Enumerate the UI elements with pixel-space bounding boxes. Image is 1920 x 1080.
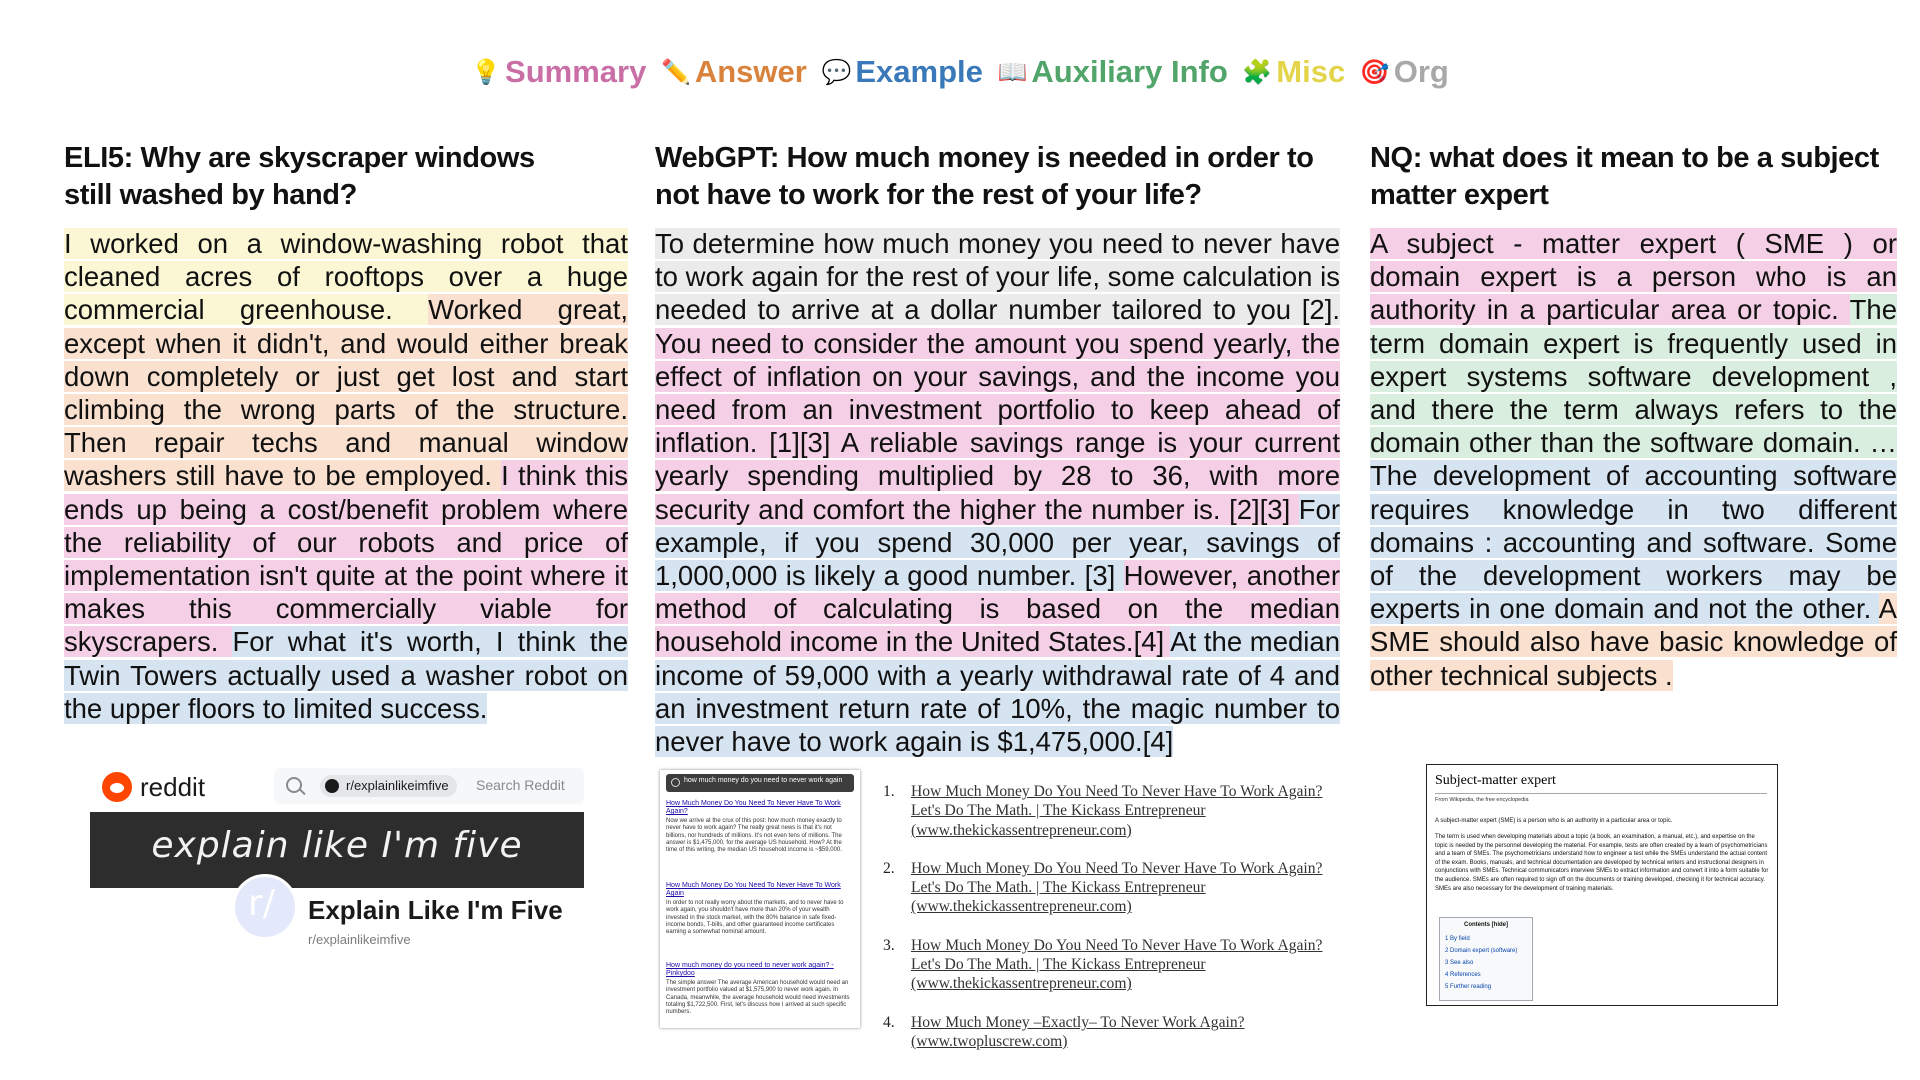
reference-item xyxy=(883,1013,1353,1052)
search-result xyxy=(666,800,852,854)
wiki-title-divider xyxy=(1435,793,1767,794)
legend-answer xyxy=(661,54,807,89)
subreddit-handle: r/explainlikeimfive xyxy=(308,932,411,947)
wiki-lead-paragraph: A subject-matter expert (SME) is a person who is an authority in a particular area or topic. xyxy=(1435,818,1673,824)
search-result-snippet: Now we arrive at the crux of this post: how much money exactly to never have to work again? The really great news is that it's not billions, nor hundreds of millions. It's not even tens of millions. The answer is $1,475,000, for the average US household. How? At the time of this writing, the median US household income is ~$59,000. xyxy=(666,818,842,854)
answer-segment: Worked great, except when it didn't, and would either break down completely or just get lost and start climbing the wrong parts of the structure. Then repair techs and manual window washers still have to be employed. xyxy=(64,294,628,492)
legend-label: Example xyxy=(855,54,983,89)
toc-item[interactable]: 5 Further reading xyxy=(1445,984,1492,990)
summary-segment: However, another method of calculating is based on the median household income in the United States.[4] xyxy=(655,560,1340,658)
subreddit-name: Explain Like I'm Five xyxy=(308,895,563,925)
search-result-title: How Much Money Do You Need To Never Have To Work Again? xyxy=(666,800,841,815)
search-query: how much money do you need to never work again xyxy=(684,777,843,784)
search-result-title: How much money do you need to never work again? - Pinkydoo xyxy=(666,962,834,977)
legend-summary xyxy=(471,54,646,89)
example-segment: At the median income of 59,000 with a yearly withdrawal rate of 4 and an investment return rate of 10%, the magic number to never have to work again is $1,475,000.[4] xyxy=(655,626,1340,758)
reference-list xyxy=(883,782,1353,1070)
reddit-subreddit-screenshot xyxy=(64,762,584,962)
auxiliary-segment: The term domain expert is frequently used in expert systems software development , and there the term always refers to the domain other than the software domain. … xyxy=(1370,294,1897,459)
toc-item[interactable]: 2 Domain expert (software) xyxy=(1445,948,1518,954)
puzzle-piece-icon: 🧩 xyxy=(1242,59,1273,86)
reference-item xyxy=(883,936,1353,994)
summary-segment: A subject - matter expert ( SME ) or domain expert is a person who is an authority in a particular area or topic. xyxy=(1370,228,1897,326)
reference-link[interactable]: How Much Money Do You Need To Never Have To Work Again? Let's Do The Math. | The Kickass Entrepreneur (www.thekickassentrepreneur.com) xyxy=(911,859,1323,916)
legend-label: Org xyxy=(1393,54,1449,89)
avatar-glyph: r/ xyxy=(248,883,275,924)
speech-bubble-icon: 💬 xyxy=(821,59,852,86)
reference-item xyxy=(883,859,1353,917)
reference-item xyxy=(883,782,1353,840)
search-bar xyxy=(666,774,854,792)
reference-link[interactable]: How Much Money –Exactly– To Never Work Again? (www.twopluscrew.com) xyxy=(911,1013,1245,1050)
misc-segment: I worked on a window-washing robot that cleaned acres of rooftops over a huge commercial greenhouse. xyxy=(64,228,628,326)
example-segment: For example, if you spend 30,000 per year, savings of 1,000,000 is likely a good number. [3] xyxy=(655,493,1340,592)
open-book-icon: 📖 xyxy=(997,59,1028,86)
legend-label: Auxiliary Info xyxy=(1031,54,1228,89)
legend-label: Summary xyxy=(505,54,647,89)
lightbulb-icon: 💡 xyxy=(471,59,502,86)
legend-auxiliary-info xyxy=(998,54,1228,89)
banner-text: explain like I'm five xyxy=(151,825,523,866)
subreddit-banner xyxy=(90,812,584,888)
example-segment: The development of accounting software requires knowledge in two different domains : accounting and software. Some of the development workers may be experts in one domain and not the other. xyxy=(1370,460,1897,625)
org-segment: To determine how much money you need to never have to work again for the rest of your life, some calculation is needed to arrive at a dollar number tailored to you [2]. xyxy=(655,228,1340,326)
summary-segment: I think this ends up being a cost/benefit problem where the reliability of our robots and price of implementation isn't quite at the point where it makes this commercially viable for skyscrapers. xyxy=(64,460,628,658)
wiki-article-title: Subject-matter expert xyxy=(1435,773,1556,788)
search-result-snippet: The simple answer The average American household would need an investment portfolio valued at $1,575,900 to never work again. In Canada, meanwhile, the average household would need investments totaling $1,722,500. First, let's discuss how I arrived at such specific numbers. xyxy=(666,980,850,1016)
eli5-question-title: ELI5: Why are skyscraper windows still washed by hand? xyxy=(64,142,535,211)
search-result-snippet: In order to not really worry about the markets, and to never have to work again, you shouldn't have more than 20% of your wealth invested in the stock market, with the 80% balance in safe fixed-income bonds, T-bills, and other guaranteed income certificates earning a somewhat nominal amount. xyxy=(666,900,844,936)
toc-title: Contents [hide] xyxy=(1464,922,1508,928)
summary-segment: You need to consider the amount you spend yearly, the effect of inflation on your savings, and the income you need from an investment portfolio to keep ahead of inflation. [1][3] A reliable savings range is your current yearly spending multiplied by 28 to 36, with more security and comfort the higher the number is. [2][3] xyxy=(655,327,1340,525)
search-icon xyxy=(671,778,680,787)
nq-answer-text xyxy=(1370,227,1897,692)
reddit-wordmark: reddit xyxy=(140,772,206,802)
search-result-title: How Much Money Do You Need To Never Have To Work Again xyxy=(666,882,841,897)
pencil-icon: ✏️ xyxy=(660,59,691,86)
subreddit-avatar xyxy=(232,874,298,940)
search-result xyxy=(666,882,852,936)
reference-link[interactable]: How Much Money Do You Need To Never Have To Work Again? Let's Do The Math. | The Kickass Entrepreneur (www.thekickassentrepreneur.com) xyxy=(911,783,1323,839)
subreddit-chip: r/explainlikeimfive xyxy=(320,775,457,797)
nq-question-title: NQ: what does it mean to be a subject matter expert xyxy=(1370,142,1879,211)
wiki-table-of-contents xyxy=(1439,917,1533,1001)
search-placeholder: Search Reddit xyxy=(476,777,565,793)
legend-misc xyxy=(1242,54,1345,89)
legend-org xyxy=(1360,54,1449,89)
search-results-screenshot xyxy=(660,770,860,1028)
example-segment: For what it's worth, I think the Twin Towers actually used a washer robot on the upper floors to limited success. xyxy=(64,626,629,724)
role-legend xyxy=(0,54,1920,90)
webgpt-answer-text xyxy=(655,227,1340,758)
wikipedia-article-screenshot xyxy=(1426,764,1778,1006)
toc-item[interactable]: 4 References xyxy=(1445,972,1481,978)
reference-link[interactable]: How Much Money Do You Need To Never Have To Work Again? Let's Do The Math. | The Kickass Entrepreneur (www.thekickassentrepreneur.com) xyxy=(911,936,1323,993)
answer-segment: A SME should also have basic knowledge of other technical subjects . xyxy=(1370,593,1897,691)
reference-number: 1. xyxy=(883,783,895,800)
legend-label: Answer xyxy=(694,54,807,89)
reference-number: 4. xyxy=(883,1013,895,1031)
toc-item[interactable]: 1 By field xyxy=(1445,936,1470,942)
webgpt-question-title: WebGPT: How much money is needed in order to not have to work for the rest of your life? xyxy=(655,142,1314,211)
search-icon xyxy=(286,777,302,793)
target-icon: 🎯 xyxy=(1359,59,1390,86)
reference-number: 2. xyxy=(883,859,895,877)
wiki-source-line: From Wikipedia, the free encyclopedia xyxy=(1435,797,1529,803)
reference-number: 3. xyxy=(883,936,895,954)
eli5-answer-text xyxy=(64,227,628,725)
reddit-logo-icon xyxy=(102,772,132,802)
legend-label: Misc xyxy=(1276,54,1346,89)
legend-example xyxy=(821,54,982,89)
search-result xyxy=(666,962,852,1016)
toc-item[interactable]: 3 See also xyxy=(1445,960,1474,966)
wiki-body-paragraph: The term is used when developing materials about a topic (a book, an examination, a manual, etc.), and expertise on the topic is needed by the personnel developing the material. For example, tests are often created by a team of psychometricians and a team of SMEs. The psychometricians understand how to engineer a test while the SMEs understand the actual content of the exam. Books, manuals, and technical documentation are developed by technical writers and instructional designers in conjunctions with SMEs. Technical communicators interview SMEs to extract information and convert it into a form suitable for the audience. SMEs are often required to sign off on the documents or training developed, checking it for technical accuracy. SMEs are also necessary for the development of training materials. xyxy=(1435,834,1769,892)
reddit-search-bar[interactable] xyxy=(274,768,584,804)
